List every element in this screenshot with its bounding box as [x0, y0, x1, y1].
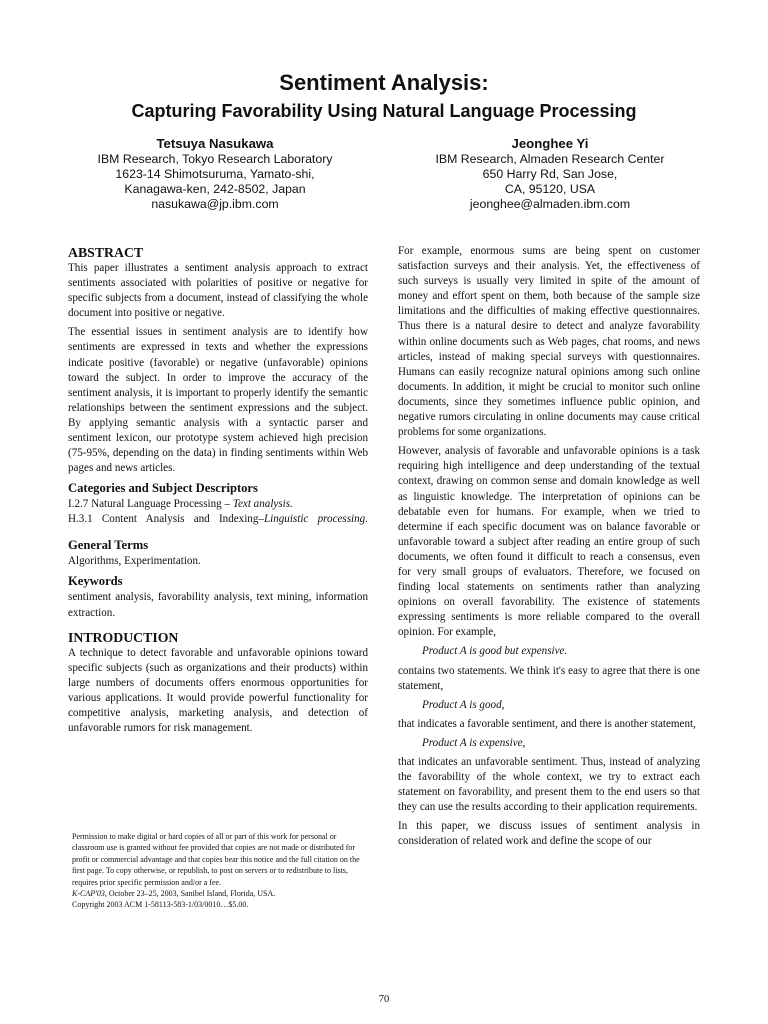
copyright-text: Copyright 2003 ACM 1-58113-583-1/03/0010…$5.00. [72, 900, 249, 910]
author-address-line: 1623-14 Shimotsuruma, Yamato-shi, [115, 167, 315, 181]
abstract-paragraph: The essential issues in sentiment analysis are to identify how sentiments are expressed in texts and whether the expressions indicate positive (favorable) or negative (unfavorable) opinions toward the subject. In order to improve the accuracy of the sentiment analysis, it is important to properly identify the semantic relationships between the sentiment expressions and the subject. By applying semantic analysis with a syntactic parser and sentiment lexicon, our prototype system achieved high precision (75-95%, depending on the data) in finding sentiments within Web pages and news articles. [68, 326, 368, 475]
right-column [398, 244, 700, 854]
author-email: nasukawa@jp.ibm.com [151, 197, 279, 211]
example-sentence: Product A is good but expensive. [422, 645, 568, 658]
body-paragraph: that indicates a favorable sentiment, and there is another statement, [398, 717, 696, 730]
abstract-heading: ABSTRACT [68, 245, 144, 260]
title-block [40, 70, 728, 123]
body-paragraph: that indicates an unfavorable sentiment. Thus, instead of analyzing the favorability of the whole context, we try to extract each statement on favorability, and present them to the end users so that they can use the results according to their application requirements. [398, 756, 700, 814]
keywords-heading: Keywords [68, 574, 123, 589]
permission-text: Permission to make digital or hard copies of all or part of this work for personal or classroom use is granted without fee provided that copies are not made or distributed for profit or commercial advantage and that copies bear this notice and the full citation on the first page. To copy otherwise, or republish, to post on servers or to redistribute to lists, requires prior specific permission and/or a fee. [72, 832, 360, 887]
category-descriptor [68, 512, 368, 527]
paper-subtitle: Capturing Favorability Using Natural Language Processing [131, 101, 637, 121]
permission-notice [72, 831, 368, 911]
author-block-1 [50, 136, 380, 212]
keywords-text: sentiment analysis, favorability analysis, text mining, information extraction. [68, 591, 368, 619]
author-name: Jeonghee Yi [511, 136, 589, 151]
category-descriptor [68, 497, 368, 512]
author-affiliation: IBM Research, Tokyo Research Laboratory [97, 152, 333, 166]
conference-info [72, 888, 368, 899]
abstract-paragraph: This paper illustrates a sentiment analysis approach to extract sentiments associated with polarities of positive or negative for specific subjects from a document, instead of classifying the whole document into positive or negative. [68, 262, 368, 320]
example-sentence: Product A is expensive, [422, 736, 526, 749]
author-name: Tetsuya Nasukawa [156, 136, 274, 151]
categories-heading: Categories and Subject Descriptors [68, 481, 258, 496]
author-email: jeonghee@almaden.ibm.com [469, 197, 631, 211]
conference-details: , October 23–25, 2003, Sanibel Island, Florida, USA. [104, 889, 276, 899]
page-number: 70 [378, 994, 390, 1005]
general-terms-text: Algorithms, Experimentation. [68, 555, 201, 568]
conference-name: K-CAP'03 [72, 889, 105, 899]
author-block-2 [385, 136, 715, 212]
category-code: H.3.1 Content Analysis and Indexing– [68, 513, 264, 526]
author-address-line: Kanagawa-ken, 242-8502, Japan [124, 182, 306, 196]
left-column [68, 244, 368, 740]
introduction-paragraph: A technique to detect favorable and unfavorable opinions toward specific subjects (such as organizations and their products) within large numbers of documents offers enormous opportunities for various applications. It would provide powerful functionality for competitive analysis, marketing analysis, and detection of unfavorable rumors for risk management. [68, 646, 368, 735]
category-subject: Linguistic processing. [263, 513, 369, 526]
author-address-line: CA, 95120, USA [504, 182, 596, 196]
example-sentence: Product A is good, [422, 698, 505, 711]
paper-title: Sentiment Analysis: [279, 70, 489, 95]
author-affiliation: IBM Research, Almaden Research Center [435, 152, 665, 166]
introduction-heading: INTRODUCTION [68, 629, 179, 645]
body-paragraph: For example, enormous sums are being spent on customer satisfaction surveys and their analysis. Yet, the effectiveness of such surveys is usually very limited in spite of the amount of money and effort spent on them, both because of the sample size limitations and the difficulties of making effective questionnaires. Thus there is a natural desire to detect and analyze favorability within online documents such as Web pages, chat rooms, and news articles, instead of making special surveys with questionnaires. Humans can easily recognize natural opinions among such online documents. In addition, it might be crucial to monitor such online documents, since they sometimes influence public opinion, and negative rumors circulating in online documents may cause critical problems for some organizations. [398, 245, 700, 439]
body-paragraph: In this paper, we discuss issues of sentiment analysis in consideration of related work and define the scope of our [398, 820, 700, 848]
body-paragraph: contains two statements. We think it's easy to agree that there is one statement, [398, 664, 700, 692]
category-subject: Text analysis. [232, 498, 293, 511]
body-paragraph: However, analysis of favorable and unfavorable opinions is a task requiring high intelligence and deep understanding of the textual context, drawing on common sense and domain knowledge as well as linguistic knowledge. The interpretation of opinions can be debatable even for humans. For example, when we tried to determine if each specific document was on balance favorable or unfavorable toward a subject after reading an entire group of such documents, we often found it difficult to reach a consensus, even for very small groups of evaluators. Therefore, we focused on finding local statements on sentiments rather than analyzing opinions on overall favorability. The existence of statements expressing sentiments is more reliable compared to the overall opinion. For example, [398, 445, 700, 639]
category-code: I.2.7 Natural Language Processing – [68, 498, 233, 511]
general-terms-heading: General Terms [68, 538, 149, 553]
author-address-line: 650 Harry Rd, San Jose, [482, 167, 618, 181]
